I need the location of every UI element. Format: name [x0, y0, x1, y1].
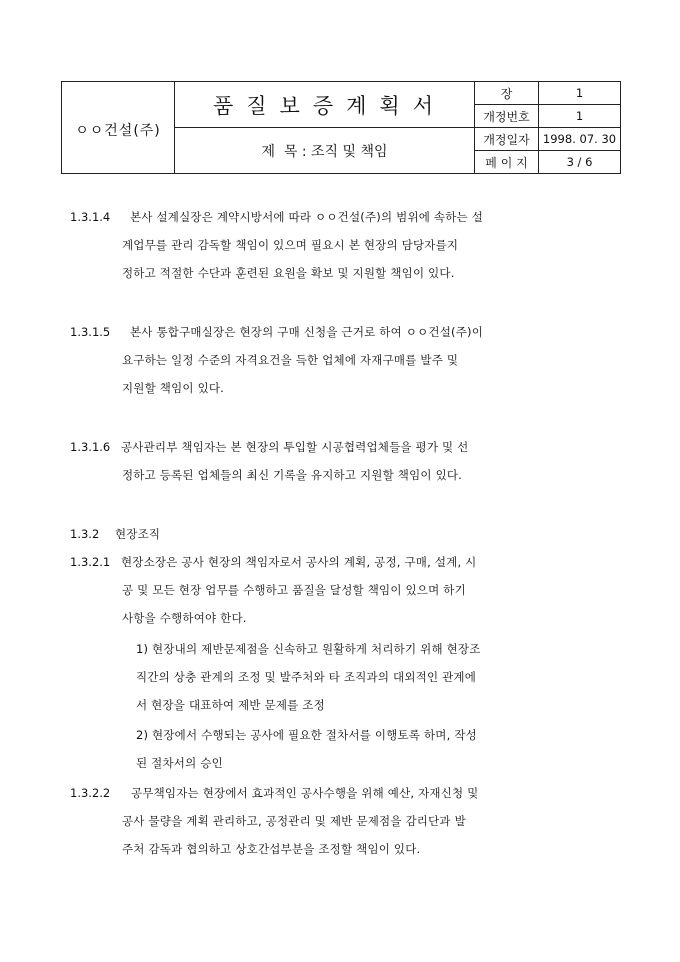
paragraph-line: 지원할 책임이 있다.	[122, 381, 225, 395]
paragraph-line: 주처 감독과 협의하고 상호간섭부분을 조정할 책임이 있다.	[122, 842, 421, 856]
paragraph-line: 현장소장은 공사 현장의 책임자로서 공사의 계획, 공정, 구매, 설계, 시	[121, 555, 477, 569]
paragraph-line: 공사관리부 책임자는 본 현장의 투입할 시공협력업체들을 평가 및 선	[121, 440, 469, 454]
list-item-line: 1) 현장내의 제반문제점을 신속하고 원활하게 처리하기 위해 현장조	[136, 642, 481, 656]
paragraph-line: 정하고 적절한 수단과 훈련된 요원을 확보 및 지원할 책임이 있다.	[122, 266, 455, 280]
paragraph-line: 요구하는 일정 수준의 자격요건을 득한 업체에 자재구매를 발주 및	[122, 353, 459, 367]
section-number: 1.3.1.5	[70, 325, 111, 339]
list-item-line: 서 현장을 대표하여 제반 문제를 조정	[136, 698, 325, 712]
meta-label-revision-number: 개정번호	[475, 105, 539, 128]
meta-value-revision-date: 1998. 07. 30	[539, 128, 621, 151]
paragraph-line: 공사 물량을 계획 관리하고, 공정관리 및 제반 문제점을 감리단과 발	[122, 814, 466, 828]
meta-value-revision-number: 1	[539, 105, 621, 128]
paragraph-line: 사항을 수행하여야 한다.	[122, 611, 247, 625]
section-number: 1.3.2.2	[70, 786, 111, 800]
document-subject: 제 목 : 조직 및 책임	[175, 128, 475, 174]
meta-label-page: 페 이 지	[475, 151, 539, 174]
section-number: 1.3.2	[70, 527, 100, 541]
company-name: ㅇㅇ건설(주)	[62, 82, 175, 174]
document-header-table	[61, 81, 621, 174]
meta-label-revision-date: 개정일자	[475, 128, 539, 151]
document-title: 품질보증계획서	[175, 82, 475, 128]
paragraph-line: 본사 설계실장은 계약시방서에 따라 ㅇㅇ건설(주)의 범위에 속하는 설	[130, 210, 484, 224]
list-item-line: 2) 현장에서 수행되는 공사에 필요한 절차서를 이행토록 하며, 작성	[136, 728, 477, 742]
list-item-line: 직간의 상충 관계의 조정 및 발주처와 타 조직과의 대외적인 관계에	[136, 670, 477, 684]
paragraph-line: 계업무를 관리 감독할 책임이 있으며 필요시 본 현장의 담당자를지	[122, 238, 459, 252]
paragraph-line: 공 및 모든 현장 업무를 수행하고 품질을 달성할 책임이 있으며 하기	[122, 583, 466, 597]
meta-value-page: 3 / 6	[539, 151, 621, 174]
paragraph-line: 정하고 등록된 업체들의 최신 기록을 유지하고 지원할 책임이 있다.	[122, 468, 463, 482]
paragraph-line: 공무책임자는 현장에서 효과적인 공사수행을 위해 예산, 자재신청 및	[131, 786, 479, 800]
section-heading: 현장조직	[115, 527, 161, 541]
list-item-line: 된 절차서의 승인	[136, 756, 223, 770]
meta-value-chapter: 1	[539, 82, 621, 105]
section-number: 1.3.1.6	[70, 440, 111, 454]
meta-label-chapter: 장	[475, 82, 539, 105]
section-number: 1.3.1.4	[70, 210, 111, 224]
paragraph-line: 본사 통합구매실장은 현장의 구매 신청을 근거로 하여 ㅇㅇ건설(주)이	[130, 325, 484, 339]
section-number: 1.3.2.1	[70, 555, 111, 569]
